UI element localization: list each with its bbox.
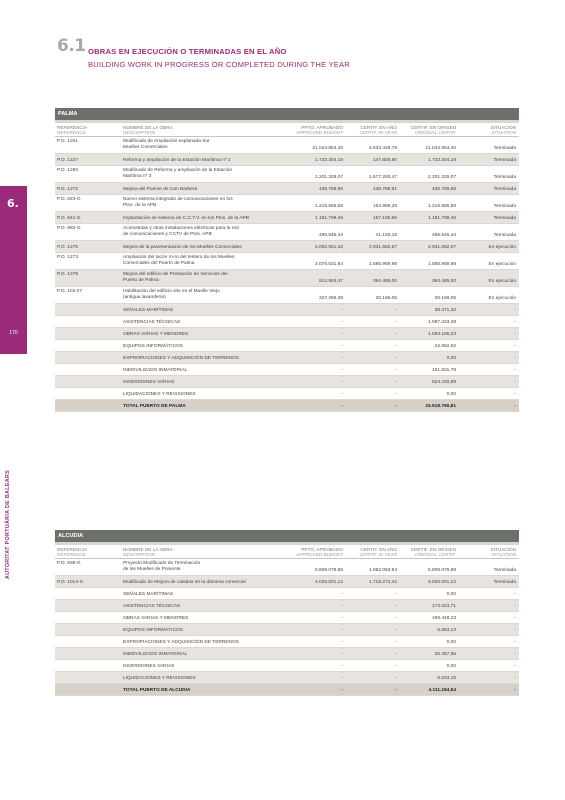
- description-cell: Reforma y ampliación de la Estación Marítima nº 2: [123, 157, 231, 163]
- table-row: [55, 195, 519, 212]
- year-cert-cell: -: [395, 343, 397, 349]
- description-cell: Implantación de sistema de C.C.T.V. en los Ptos. de la APB: [123, 215, 249, 221]
- year-cert-cell: 436.789,91: [372, 186, 397, 192]
- col-situation-es: SITUACIÓN: [490, 547, 516, 552]
- description-cell: Habilitación del edificio sito en el Muelle Viejo (antigua lavandería): [123, 289, 220, 300]
- origin-cert-cell: 524.430,89: [431, 379, 456, 385]
- description-cell: SEÑALES MARÍTIMAS: [123, 591, 174, 597]
- situation-cell: -: [514, 331, 516, 337]
- table-row: [55, 588, 519, 600]
- table-row: [55, 352, 519, 364]
- year-cert-cell: -: [395, 391, 397, 397]
- description-cell: Ampliación del tacón ro-ro del testero de los Muelles Comerciales del Puerto de Palma: [123, 255, 235, 266]
- origin-cert-cell: 173.623,71: [431, 603, 456, 609]
- description-cell: ASISTENCIAS TÉCNICAS: [123, 603, 181, 609]
- col-situation: [490, 125, 516, 136]
- origin-cert-cell: 21.044.854,40: [425, 146, 456, 151]
- budget-cell: 2.201.329,07: [314, 175, 343, 180]
- col-budget: [296, 547, 343, 558]
- col-origin-en: ORIGINAL CERTIF.: [414, 130, 456, 136]
- budget-cell: 436.789,96: [318, 186, 343, 192]
- situation-cell: -: [514, 603, 516, 609]
- col-situation-en: SITUATION: [491, 130, 516, 136]
- situation-cell: -: [514, 355, 516, 361]
- budget-cell: 21.044.854,40: [312, 146, 343, 151]
- budget-cell: -: [341, 663, 343, 669]
- year-cert-cell: -: [395, 663, 397, 669]
- description-cell: INVERSIONES VARIAS: [123, 379, 175, 385]
- budget-cell: 1.181.799,46: [314, 215, 343, 221]
- col-origin-es: CERTIF. EN ORIGEN: [410, 125, 456, 130]
- origin-cert-cell: 2.931.582,57: [427, 244, 456, 250]
- col-reference: [57, 547, 87, 558]
- table-row: [55, 624, 519, 636]
- table-row: [55, 636, 519, 648]
- budget-cell: -: [341, 591, 343, 597]
- col-origin-en: ORIGINAL CERTIF.: [414, 552, 456, 558]
- table-row: [55, 576, 519, 588]
- budget-cell: -: [341, 367, 343, 373]
- year-cert-cell: -: [395, 331, 397, 337]
- description-cell: Modificado de Ampliación explanada Sur Muelles Comerciales: [123, 139, 210, 150]
- reference-cell: P.O. 939-G: [57, 561, 81, 566]
- origin-cert-cell: 15.518.790,81: [425, 403, 456, 409]
- year-cert-cell: 41.193,18: [375, 233, 397, 238]
- table-row: [55, 328, 519, 340]
- table-row: [55, 559, 519, 576]
- total-row: [55, 400, 519, 412]
- col-year-es: CERTIF. EN AÑO: [360, 547, 397, 552]
- budget-cell: -: [341, 307, 343, 313]
- col-origin-es: CERTIF. EN ORIGEN: [410, 547, 456, 552]
- situation-cell: Terminada: [493, 204, 516, 209]
- reference-cell: P.O. 1272: [57, 186, 78, 192]
- table-row: [55, 287, 519, 304]
- situation-cell: -: [514, 675, 516, 681]
- budget-cell: -: [341, 615, 343, 621]
- reference-cell: P.O. 982-G: [57, 226, 81, 231]
- budget-cell: -: [341, 687, 343, 693]
- col-budget-en: APPROVED BUDGET: [296, 552, 343, 558]
- origin-cert-cell: 0,00: [446, 391, 456, 397]
- year-cert-cell: -: [395, 591, 397, 597]
- situation-cell: -: [514, 343, 516, 349]
- col-year-en: CERTIF. IN YEAR: [359, 552, 397, 558]
- organization-label: AUTORITAT PORTUÀRIA DE BALEARS: [5, 470, 11, 580]
- table-row: [55, 270, 519, 287]
- budget-cell: 2.076.631,84: [314, 262, 343, 267]
- situation-cell: -: [514, 615, 516, 621]
- table-row: [55, 212, 519, 224]
- situation-cell: -: [514, 391, 516, 397]
- year-cert-cell: 157.100,65: [372, 215, 397, 221]
- col-description-es: NOMBRE DE LA OBRA: [123, 125, 173, 130]
- situation-cell: -: [514, 403, 516, 409]
- table-row: [55, 672, 519, 684]
- description-cell: LIQUIDACIONES Y REVISIONES: [123, 675, 196, 681]
- origin-cert-cell: 38.471,32: [434, 307, 456, 313]
- budget-cell: -: [341, 343, 343, 349]
- situation-cell: -: [514, 639, 516, 645]
- chapter-number: 6.: [7, 197, 19, 210]
- palma-title: PALMA: [55, 108, 519, 120]
- budget-cell: -: [341, 651, 343, 657]
- reference-cell: P.O. 1191: [57, 139, 78, 144]
- description-cell: EXPROPIACIONES Y ADQUISICIÓN DE TERRENOS: [123, 355, 239, 361]
- table-row: [55, 364, 519, 376]
- organization-label-container: [5, 470, 15, 580]
- palma-rows: [55, 137, 519, 412]
- origin-cert-cell: 0,00: [446, 663, 456, 669]
- situation-cell: -: [514, 319, 516, 325]
- description-cell: LIQUIDACIONES Y REVISIONES: [123, 391, 196, 397]
- description-cell: EXPROPIACIONES Y ADQUISICIÓN DE TERRENOS: [123, 639, 239, 645]
- description-cell: Proyecto Modificado de Terminación de los Muelles de Poniente: [123, 561, 201, 572]
- budget-cell: -: [341, 675, 343, 681]
- palma-table: [55, 108, 519, 412]
- situation-cell: En ejecución: [488, 296, 516, 301]
- col-origin: [411, 125, 456, 136]
- budget-cell: -: [341, 603, 343, 609]
- budget-cell: 496.546,44: [318, 233, 343, 238]
- table-row: [55, 137, 519, 154]
- col-reference-es: REFERENCIA: [57, 547, 88, 552]
- budget-cell: 912.993,47: [318, 279, 343, 284]
- year-cert-cell: 2.931.582,57: [368, 244, 397, 250]
- situation-cell: Terminada: [493, 568, 516, 573]
- situation-cell: -: [514, 307, 516, 313]
- description-cell: EQUIPOS INFORMÁTICOS: [123, 627, 183, 633]
- situation-cell: En ejecución: [488, 279, 516, 284]
- origin-cert-cell: 6.633,16: [437, 675, 456, 681]
- situation-cell: Terminada: [493, 146, 516, 151]
- chapter-tab: [0, 186, 27, 226]
- year-cert-cell: 1.718.274,42: [368, 579, 397, 585]
- description-cell: Modificado de Reforma y ampliación de la Estación Marítima nº 3: [123, 168, 233, 179]
- origin-cert-cell: 2.201.329,07: [427, 175, 456, 180]
- origin-cert-cell: 1.585.969,98: [427, 262, 456, 267]
- year-cert-cell: -: [395, 675, 397, 681]
- year-cert-cell: 4.633.448,79: [368, 146, 397, 151]
- year-cert-cell: -: [395, 639, 397, 645]
- origin-cert-cell: 394.485,00: [431, 279, 456, 284]
- budget-cell: 1.216.665,58: [314, 204, 343, 209]
- year-cert-cell: 147.805,90: [372, 157, 397, 163]
- description-cell: OBRAS VARIAS Y MENORES: [123, 615, 189, 621]
- situation-cell: -: [514, 687, 516, 693]
- year-cert-cell: 1.982.053,94: [368, 568, 397, 573]
- year-cert-cell: -: [395, 651, 397, 657]
- col-description-en: DESCRIPTION: [123, 130, 156, 136]
- col-situation-en: SITUATION: [491, 552, 516, 558]
- origin-cert-cell: 0,00: [446, 639, 456, 645]
- budget-cell: -: [341, 639, 343, 645]
- description-cell: Mejora del Puente de Can Barberà: [123, 186, 198, 192]
- budget-cell: 1.733.304,18: [314, 157, 343, 163]
- col-year: [359, 125, 397, 136]
- budget-cell: 5.092.551,32: [314, 244, 343, 250]
- year-cert-cell: 20.166,05: [375, 296, 397, 301]
- origin-cert-cell: 436.789,96: [431, 186, 456, 192]
- table-row: [55, 241, 519, 253]
- section-title-es: OBRAS EN EJECUCIÓN O TERMINADAS EN EL AÑO: [88, 47, 287, 56]
- reference-cell: P.O. 1275: [57, 244, 78, 250]
- budget-cell: -: [341, 379, 343, 385]
- budget-cell: 327.266,38: [318, 296, 343, 301]
- situation-cell: Terminada: [493, 215, 516, 221]
- alcudia-title: ALCUDIA: [55, 530, 519, 542]
- situation-cell: Terminada: [493, 233, 516, 238]
- origin-cert-cell: 20.166,05: [434, 296, 456, 301]
- column-header: [55, 123, 519, 137]
- table-row: [55, 660, 519, 672]
- budget-cell: -: [341, 391, 343, 397]
- table-row: [55, 304, 519, 316]
- table-row: [55, 224, 519, 241]
- origin-cert-cell: 25.457,95: [434, 651, 456, 657]
- col-description: [123, 125, 173, 136]
- situation-cell: -: [514, 591, 516, 597]
- situation-cell: Terminada: [493, 157, 516, 163]
- column-header: [55, 545, 519, 559]
- col-year-es: CERTIF. EN AÑO: [360, 125, 397, 130]
- year-cert-cell: -: [395, 615, 397, 621]
- description-cell: Acometidas y otras instalaciones eléctricas para la red de comunicaciones y CCTV de Ptos. APB: [123, 226, 239, 237]
- col-situation: [490, 547, 516, 558]
- reference-cell: P.O. 1260: [57, 168, 78, 173]
- situation-cell: -: [514, 379, 516, 385]
- situation-cell: -: [514, 651, 516, 657]
- section-title-en: BUILDING WORK IN PROGRESS OR COMPLETED DURING THE YEAR: [88, 60, 350, 69]
- col-budget: [296, 125, 343, 136]
- description-cell: EQUIPOS INFORMÁTICOS: [123, 343, 183, 349]
- situation-cell: -: [514, 663, 516, 669]
- budget-cell: -: [341, 319, 343, 325]
- table-row: [55, 648, 519, 660]
- origin-cert-cell: 22.652,52: [434, 343, 456, 349]
- col-description: [123, 547, 173, 558]
- reference-cell: P.O. 1273: [57, 255, 78, 260]
- alcudia-rows: [55, 559, 519, 696]
- description-cell: TOTAL PUERTO DE ALCUDIA: [123, 687, 191, 693]
- table-row: [55, 166, 519, 183]
- col-year: [359, 547, 397, 558]
- reference-cell: P.O. 1227: [57, 157, 78, 163]
- budget-cell: -: [341, 403, 343, 409]
- situation-cell: Terminada: [493, 175, 516, 180]
- table-row: [55, 340, 519, 352]
- col-description-en: DESCRIPTION: [123, 552, 156, 558]
- year-cert-cell: 1.585.969,98: [368, 262, 397, 267]
- description-cell: Nuevo sistema integrado de comunicaciones en los Ptos. de la APB: [123, 197, 233, 208]
- situation-cell: -: [514, 627, 516, 633]
- col-situation-es: SITUACIÓN: [490, 125, 516, 130]
- description-cell: SEÑALES MARÍTIMAS: [123, 307, 174, 313]
- situation-cell: En ejecución: [488, 244, 516, 250]
- origin-cert-cell: 5.808.079,88: [427, 568, 456, 573]
- description-cell: ASISTENCIAS TÉCNICAS: [123, 319, 181, 325]
- col-budget-en: APPROVED BUDGET: [296, 130, 343, 136]
- budget-cell: 5.808.079,88: [314, 568, 343, 573]
- description-cell: Mejora de la pavimentación de los Muelles Comerciales: [123, 244, 242, 250]
- description-cell: OBRAS VARIAS Y MENORES: [123, 331, 189, 337]
- col-origin: [411, 547, 456, 558]
- year-cert-cell: -: [395, 627, 397, 633]
- table-row: [55, 183, 519, 195]
- total-row: [55, 684, 519, 696]
- reference-cell: P.O. 1014-G: [57, 579, 84, 585]
- year-cert-cell: -: [395, 355, 397, 361]
- section-number: 6.1: [57, 36, 86, 56]
- page-number: 170: [9, 330, 18, 336]
- situation-cell: Terminada: [493, 579, 516, 585]
- budget-cell: 4.026.001,12: [314, 579, 343, 585]
- origin-cert-cell: 0,00: [446, 591, 456, 597]
- reference-cell: P.O. 941-G: [57, 215, 81, 221]
- description-cell: Mejora del edificio de Prestación de Servicios del Puerto de Palma: [123, 272, 228, 283]
- situation-cell: -: [514, 367, 516, 373]
- year-cert-cell: 164.959,29: [372, 204, 397, 209]
- description-cell: Modificado de Mejora de calados en la dársena comercial: [123, 579, 246, 585]
- origin-cert-cell: 1.733.304,18: [427, 157, 456, 163]
- budget-cell: -: [341, 331, 343, 337]
- col-budget-es: PPTO. APROBADO: [301, 125, 343, 130]
- year-cert-cell: -: [395, 603, 397, 609]
- col-reference: [57, 125, 87, 136]
- table-row: [55, 154, 519, 166]
- budget-cell: -: [341, 627, 343, 633]
- year-cert-cell: -: [395, 367, 397, 373]
- year-cert-cell: 394.485,00: [372, 279, 397, 284]
- year-cert-cell: -: [395, 403, 397, 409]
- origin-cert-cell: 4.111.154,54: [428, 687, 456, 693]
- year-cert-cell: -: [395, 687, 397, 693]
- origin-cert-cell: 1.216.665,58: [427, 204, 456, 209]
- origin-cert-cell: 4.026.001,12: [427, 579, 456, 585]
- description-cell: INMOVILIZADO INMATERIAL: [123, 651, 188, 657]
- situation-cell: Terminada: [493, 186, 516, 192]
- table-row: [55, 612, 519, 624]
- origin-cert-cell: 5.663,13: [437, 627, 456, 633]
- table-row: [55, 253, 519, 270]
- reference-cell: P.O. 923-G: [57, 197, 81, 202]
- alcudia-table: [55, 530, 519, 696]
- table-row: [55, 376, 519, 388]
- origin-cert-cell: 199.448,23: [431, 615, 456, 621]
- year-cert-cell: -: [395, 319, 397, 325]
- origin-cert-cell: 496.546,44: [431, 233, 456, 238]
- year-cert-cell: -: [395, 379, 397, 385]
- year-cert-cell: -: [395, 307, 397, 313]
- reference-cell: P.O. 104.07: [57, 289, 82, 294]
- reference-cell: P.O. 1278: [57, 272, 78, 277]
- col-reference-en: REFERENCE: [57, 130, 86, 136]
- situation-cell: En ejecución: [488, 262, 516, 267]
- col-description-es: NOMBRE DE LA OBRA: [123, 547, 173, 552]
- origin-cert-cell: 1.181.799,46: [427, 215, 456, 221]
- col-reference-es: REFERENCIA: [57, 125, 88, 130]
- table-row: [55, 600, 519, 612]
- year-cert-cell: 1.677.293,47: [368, 175, 397, 180]
- origin-cert-cell: 101.831,78: [431, 367, 456, 373]
- description-cell: INMOVILIZADO INMATERIAL: [123, 367, 188, 373]
- table-row: [55, 388, 519, 400]
- origin-cert-cell: 1.553.186,23: [427, 331, 456, 337]
- description-cell: TOTAL PUERTO DE PALMA: [123, 403, 186, 409]
- col-budget-es: PPTO. APROBADO: [301, 547, 343, 552]
- budget-cell: -: [341, 355, 343, 361]
- col-year-en: CERTIF. IN YEAR: [359, 130, 397, 136]
- description-cell: INVERSIONES VARIAS: [123, 663, 175, 669]
- table-row: [55, 316, 519, 328]
- origin-cert-cell: 0,00: [446, 355, 456, 361]
- origin-cert-cell: 1.087.433,28: [427, 319, 456, 325]
- col-reference-en: REFERENCE: [57, 552, 86, 558]
